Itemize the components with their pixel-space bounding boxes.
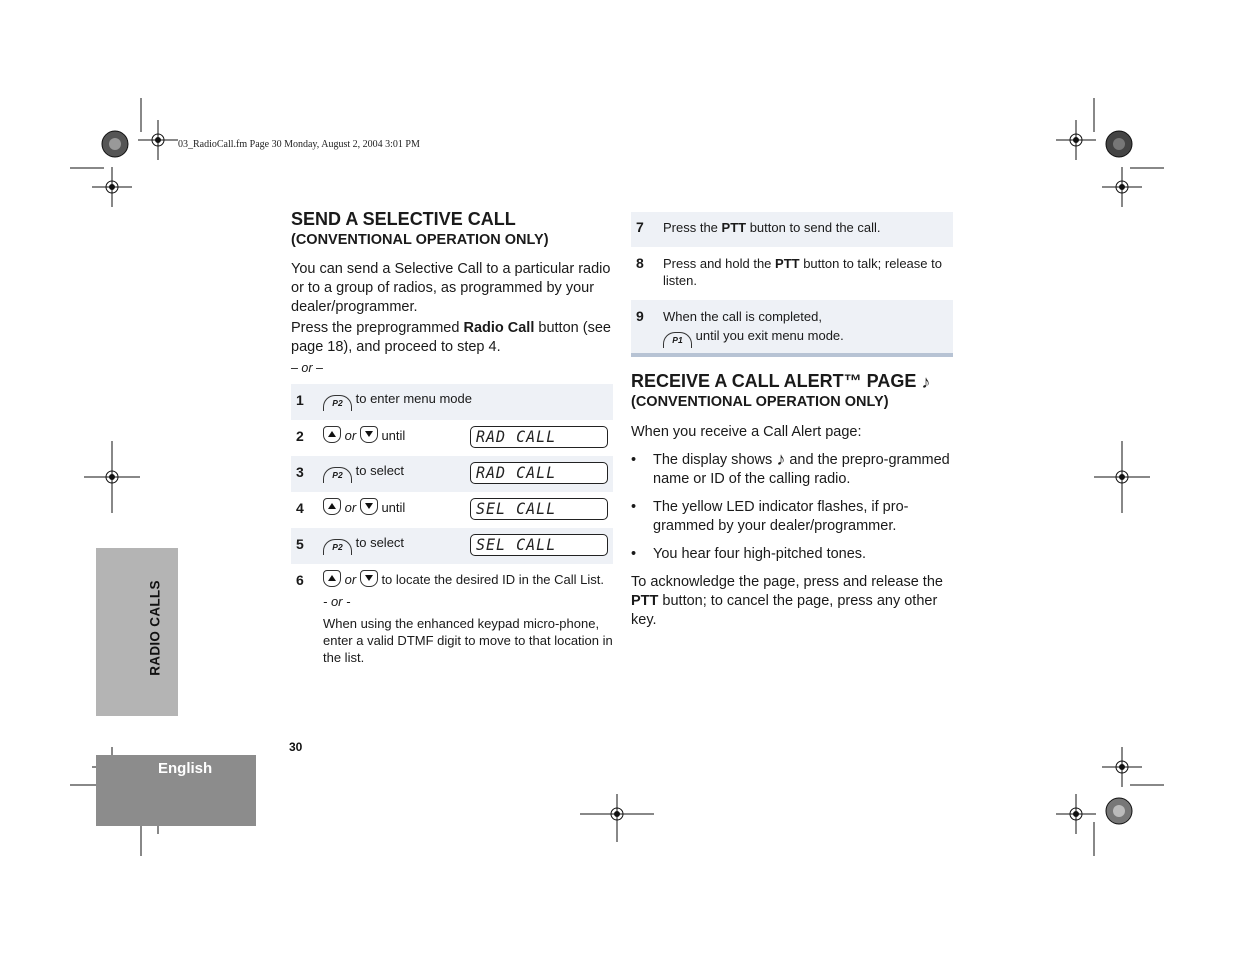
send-selective-call-section [291,208,613,666]
step-6-instruction: or to locate the desired ID in the Call List. [323,570,613,588]
step-6-or: - or - [323,594,351,609]
list-item: • The yellow LED indicator flashes, if pro-grammed by your dealer/programmer. [631,498,953,536]
file-header: 03_RadioCall.fm Page 30 Monday, August 2, 2004 3:01 PM [178,139,420,150]
right-column [631,212,953,353]
side-tab-label: RADIO CALLS [147,580,163,676]
receive-call-alert-section [631,370,953,630]
down-arrow-key-icon [360,498,378,515]
up-arrow-key-icon [323,426,341,443]
list-item: • The display shows ♪ and the prepro-grammed name or ID of the calling radio. [631,451,953,489]
alert-bullet-list [631,451,953,564]
section-title: SEND A SELECTIVE CALL [291,209,516,229]
section-divider [631,353,953,357]
p2-key-icon: P2 [323,539,352,555]
p2-key-icon: P2 [323,395,352,411]
section-subtitle: (CONVENTIONAL OPERATION ONLY) [631,394,889,410]
music-note-icon: ♪ [776,449,786,469]
lcd-display: SEL CALL [470,534,608,556]
p2-key-icon: P2 [323,467,352,483]
intro-paragraph: You can send a Selective Call to a particular radio or to a group of radios, as programmed by your dealer/programmer. [291,261,611,315]
page-number: 30 [289,740,303,754]
lcd-display: RAD CALL [470,462,608,484]
list-item: • You hear four high-pitched tones. [631,545,953,564]
down-arrow-key-icon [360,426,378,443]
section-side-tab [96,548,178,716]
down-arrow-key-icon [360,570,378,587]
step-6: 6 or to locate the desired ID in the Call List. - or - When using the enhanced keypad micro-phone, enter a valid DTMF digit to move to that location in the list. [296,572,613,665]
language-label: English [158,760,213,777]
lcd-display: RAD CALL [470,426,608,448]
step-8: 8 Press and hold the PTT button to talk; release to listen. [636,255,942,288]
lcd-display: SEL CALL [470,498,608,520]
step-3: 3 P2 to select RAD CALL [291,456,613,492]
step-1: 1 P2 to enter menu mode [291,384,613,420]
alert-intro: When you receive a Call Alert page: [631,424,862,440]
or-separator: – or – [291,361,323,375]
acknowledge-paragraph: To acknowledge the page, press and release the PTT button; to cancel the page, press any other key. [631,574,943,628]
step-4: 4 or until SEL CALL [291,492,613,528]
music-note-icon: ♪ [921,372,931,392]
p1-key-icon: P1 [663,332,692,348]
up-arrow-key-icon [323,498,341,515]
up-arrow-key-icon [323,570,341,587]
section-subtitle: (CONVENTIONAL OPERATION ONLY) [291,232,549,248]
step-2: 2 or until RAD CALL [291,420,613,456]
press-radio-call-paragraph: Press the preprogrammed Radio Call button (see page 18), and proceed to step 4. [291,320,611,355]
section-title: RECEIVE A CALL ALERT™ PAGE ♪ [631,371,931,392]
step-9: 9 When the call is completed, P1 until you exit menu mode. [631,300,953,353]
step-6-alt-text: When using the enhanced keypad micro-phone, enter a valid DTMF digit to move to that location in the list. [323,616,613,665]
step-7: 7 Press the PTT button to send the call. [631,212,953,247]
step-5: 5 P2 to select SEL CALL [291,528,613,564]
